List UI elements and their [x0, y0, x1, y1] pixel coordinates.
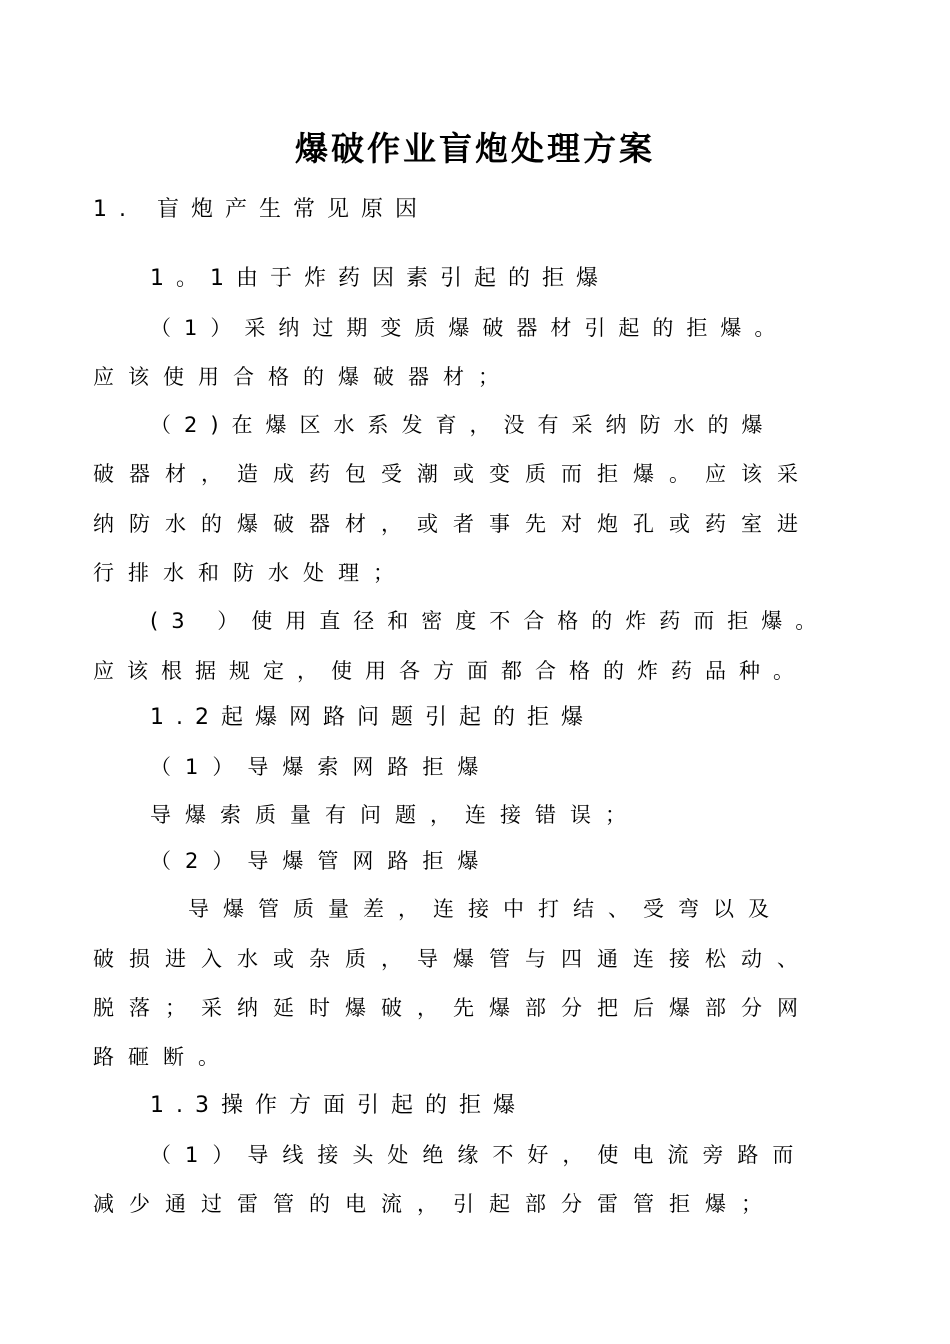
paragraph-line: （2)在爆区水系发育，没有采纳防水的爆	[150, 413, 776, 437]
paragraph-line: （1）采纳过期变质爆破器材引起的拒爆。	[150, 316, 789, 340]
heading-section-1-3: 1.3操作方面引起的拒爆	[150, 1093, 527, 1118]
heading-section-1: 1. 盲炮产生常见原因	[93, 197, 429, 222]
paragraph-line: (3 ）使用直径和密度不合格的炸药而拒爆。	[150, 609, 830, 633]
paragraph-line: （2）导爆管网路拒爆	[150, 849, 493, 873]
paragraph-line: （1）导线接头处绝缘不好，使电流旁路而	[150, 1143, 808, 1167]
paragraph-line: 破损进入水或杂质，导爆管与四通连接松动、	[93, 947, 813, 971]
heading-section-1-1: 1。1由于炸药因素引起的拒爆	[150, 266, 610, 291]
paragraph-line: （1）导爆索网路拒爆	[150, 755, 493, 779]
paragraph-line: 导爆索质量有问题，连接错误；	[150, 803, 640, 827]
paragraph-line: 减少通过雷管的电流，引起部分雷管拒爆；	[93, 1192, 777, 1216]
document-title: 爆破作业盲炮处理方案	[295, 129, 655, 168]
paragraph-line: 破器材，造成药包受潮或变质而拒爆。应该采	[93, 462, 813, 486]
paragraph-line: 导爆管质量差，连接中打结、受弯以及	[188, 897, 783, 921]
paragraph-line: 纳防水的爆破器材，或者事先对炮孔或药室进	[93, 512, 813, 536]
paragraph-line: 行排水和防水处理；	[93, 561, 408, 585]
paragraph-line: 路砸断。	[93, 1045, 233, 1069]
heading-section-1-2: 1.2起爆网路问题引起的拒爆	[150, 705, 595, 730]
paragraph-line: 脱落；采纳延时爆破，先爆部分把后爆部分网	[93, 996, 813, 1020]
paragraph-line: 应该根据规定，使用各方面都合格的炸药品种。	[93, 659, 807, 683]
paragraph-line: 应该使用合格的爆破器材；	[93, 365, 513, 389]
